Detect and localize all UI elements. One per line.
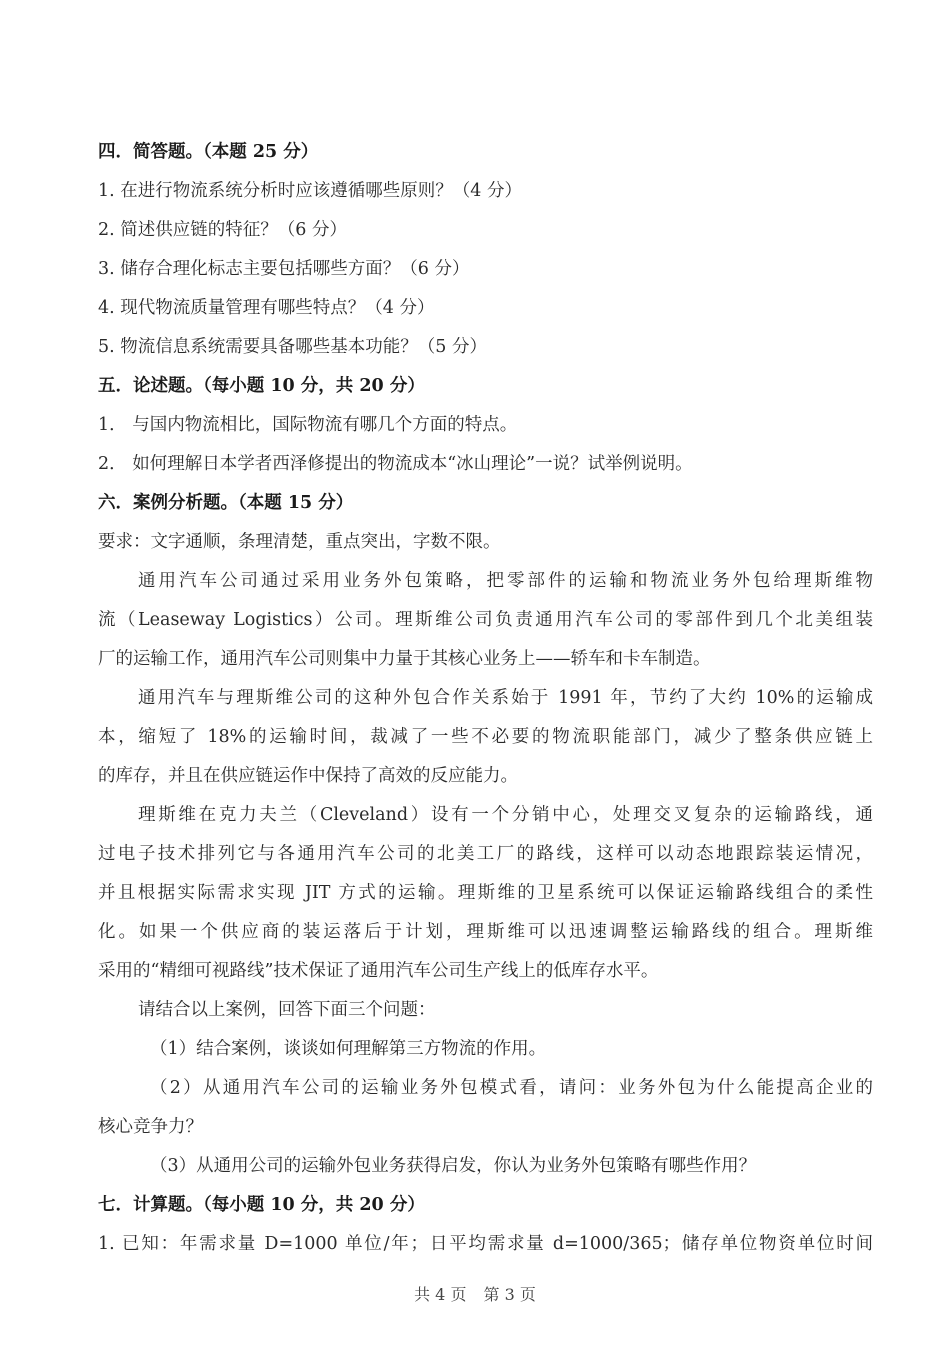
case-question-2-continued: 核心竞争力？: [98, 1117, 203, 1137]
case-question-3: （3）从通用公司的运输外包业务获得启发，你认为业务外包策略有哪些作用？: [150, 1156, 757, 1176]
section-4-heading: 四．简答题。（本题 25 分）: [98, 142, 319, 162]
case-paragraph-1-line-1: 通用汽车公司通过采用业务外包策略，把零部件的运输和物流业务外包给理斯维物: [138, 571, 873, 591]
case-question-2: （2）从通用汽车公司的运输业务外包模式看，请问：业务外包为什么能提高企业的: [150, 1078, 873, 1098]
case-paragraph-3-line-1: 理斯维在克力夫兰（Cleveland）设有一个分销中心，处理交叉复杂的运输路线，通: [138, 805, 873, 825]
section-4-question-3: 3. 储存合理化标志主要包括哪些方面？（6 分）: [98, 259, 470, 279]
section-5-heading: 五．论述题。（每小题 10 分，共 20 分）: [98, 376, 425, 396]
case-paragraph-1-line-3: 厂的运输工作，通用汽车公司则集中力量于其核心业务上——轿车和卡车制造。: [98, 649, 711, 669]
page-footer: [0, 1284, 950, 1306]
case-prompt: 请结合以上案例，回答下面三个问题：: [138, 1000, 436, 1020]
case-paragraph-3-line-4: 化。如果一个供应商的装运落后于计划，理斯维可以迅速调整运输路线的组合。理斯维: [98, 922, 873, 942]
case-paragraph-2-line-1: 通用汽车与理斯维公司的这种外包合作关系始于 1991 年，节约了大约 10%的运输成: [138, 688, 873, 708]
case-paragraph-1-line-2: 流（Leaseway Logistics）公司。理斯维公司负责通用汽车公司的零部件到几个北美组装: [98, 610, 873, 630]
section-7-heading: 七．计算题。（每小题 10 分，共 20 分）: [98, 1195, 425, 1215]
current-page: 第 3 页: [483, 1285, 536, 1304]
section-4-question-1: 1. 在进行物流系统分析时应该遵循哪些原则？（4 分）: [98, 181, 522, 201]
section-5-question-1: 1． 与国内物流相比，国际物流有哪几个方面的特点。: [98, 415, 518, 435]
case-question-1: （1）结合案例，谈谈如何理解第三方物流的作用。: [150, 1039, 547, 1059]
case-paragraph-2-line-3: 的库存，并且在供应链运作中保持了高效的反应能力。: [98, 766, 518, 786]
section-6-requirement: 要求：文字通顺，条理清楚，重点突出，字数不限。: [98, 532, 501, 552]
section-4-question-5: 5. 物流信息系统需要具备哪些基本功能？（5 分）: [98, 337, 487, 357]
section-6-heading: 六．案例分析题。（本题 15 分）: [98, 493, 354, 513]
case-paragraph-3-line-3: 并且根据实际需求实现 JIT 方式的运输。理斯维的卫星系统可以保证运输路线组合的柔性: [98, 883, 873, 903]
total-pages: 共 4 页: [414, 1285, 467, 1304]
case-paragraph-2-line-2: 本，缩短了 18%的运输时间，裁减了一些不必要的物流职能部门，减少了整条供应链上: [98, 727, 873, 747]
section-7-question-1: 1. 已知：年需求量 D=1000 单位/年；日平均需求量 d=1000/365；储存单位物资单位时间: [98, 1234, 873, 1254]
section-4-question-2: 2. 简述供应链的特征？（6 分）: [98, 220, 347, 240]
case-paragraph-3-line-5: 采用的“精细可视路线”技术保证了通用汽车公司生产线上的低库存水平。: [98, 961, 659, 981]
case-paragraph-3-line-2: 过电子技术排列它与各通用汽车公司的北美工厂的路线，这样可以动态地跟踪装运情况，: [98, 844, 873, 864]
section-5-question-2: 2． 如何理解日本学者西泽修提出的物流成本“冰山理论”一说？试举例说明。: [98, 454, 693, 474]
section-4-question-4: 4. 现代物流质量管理有哪些特点？（4 分）: [98, 298, 435, 318]
